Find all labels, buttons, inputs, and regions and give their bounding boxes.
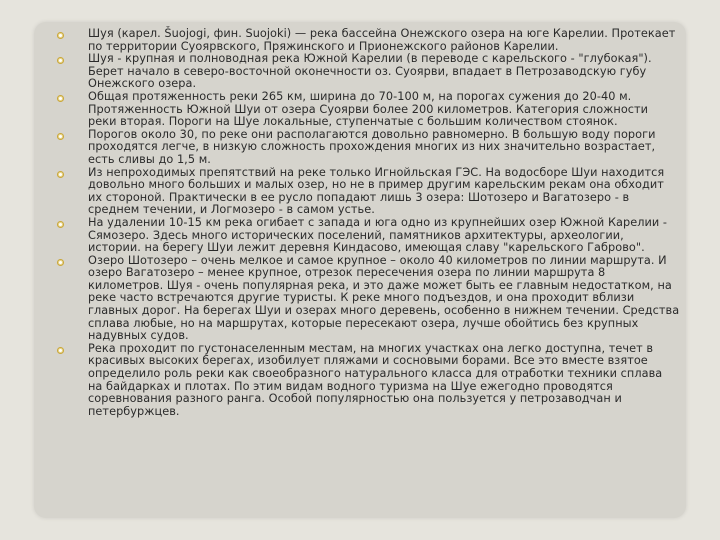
bullet-item <box>52 217 680 255</box>
bullet-text: Шуя (карел. Šuojogi, фин. Suojoki) — река бассейна Онежского озера на юге Карелии. Протекает по территории Суоярвского, Пряжинского и Прионежского районов Карелии. <box>88 27 676 53</box>
bullet-list <box>52 28 680 418</box>
bullet-item <box>52 28 680 53</box>
bullet-item <box>52 129 680 167</box>
bullet-item <box>52 343 680 419</box>
bullet-item <box>52 255 680 343</box>
bullet-item <box>52 167 680 217</box>
bullet-text: Из непроходимых препятствий на реке только Игнойльская ГЭС. На водосборе Шуи находится довольно много больших и малых озер, но не в пример другим карельским рекам она обходит их стороной. Практически в ее русло попадают лишь 3 озера: Шотозеро и Вагатозеро - в среднем течении, и Логмозеро - в самом устье. <box>88 165 665 217</box>
bullet-item <box>52 91 680 129</box>
circle-bullet-icon <box>57 171 64 178</box>
bullet-text: Порогов около 30, по реке они располагаются довольно равномерно. В большую воду пороги проходятся легче, в низкую сложность прохождения многих из них значительно возрастает, есть сливы до 1,5 м. <box>88 127 656 166</box>
bullet-item <box>52 53 680 91</box>
circle-bullet-icon <box>57 95 64 102</box>
circle-bullet-icon <box>57 32 64 39</box>
bullet-text: Общая протяженность реки 265 км, ширина до 70-100 м, на порогах сужения до 20-40 м. Протяженность Южной Шуи от озера Суоярви более 200 километров. Категория сложности реки вторая. Пороги на Шуе локальные, ступенчатые с большим количеством стоянок. <box>88 89 649 129</box>
bullet-text: Шуя - крупная и полноводная река Южной Карелии (в переводе с карельского - "глубокая"). Берет начало в северо-восточной оконечности оз. Суоярви, впадает в Петрозаводскую губу Онежского озера. <box>88 52 652 91</box>
bullet-text: Река проходит по густонаселенным местам, на многих участках она легко доступна, течет в красивых высоких берегах, изобилует пляжами и сосновыми борами. Все это вместе взятое определило роль реки как своеобразного натурального класса для отработки техники сплава на байдарках и плотах. По этим видам водного туризма на Шуе ежегодно проводятся соревнования разного ранга. Особой популярностью она пользуется у петрозаводчан и петербуржцев. <box>88 341 663 418</box>
circle-bullet-icon <box>57 259 64 266</box>
circle-bullet-icon <box>57 57 64 64</box>
circle-bullet-icon <box>57 133 64 140</box>
circle-bullet-icon <box>57 221 64 228</box>
bullet-text: Озеро Шотозеро – очень мелкое и самое крупное – около 40 километров по линии маршрута. И озеро Вагатозеро – менее крупное, отрезок пересечения озера по линии маршрута 8 километров. Шуя - очень популярная река, и это даже может быть ее главным недостатком, на реке часто встречаются другие туристы. К реке много подъездов, и она проходит вблизи главных дорог. На берегах Шуи и озерах много деревень, особенно в нижнем течении. Средства сплава любые, но на маршрутах, которые пересекают озера, лучше обойтись без крупных надувных судов. <box>88 253 680 343</box>
circle-bullet-icon <box>57 347 64 354</box>
bullet-text: На удалении 10-15 км река огибает с запада и юга одно из крупнейших озер Южной Карелии - Сямозеро. Здесь много исторических поселений, памятников архитектуры, археологии, истории. на берегу Шуи лежит деревня Киндасово, имеющая славу "карельского Габрово". <box>88 215 668 255</box>
